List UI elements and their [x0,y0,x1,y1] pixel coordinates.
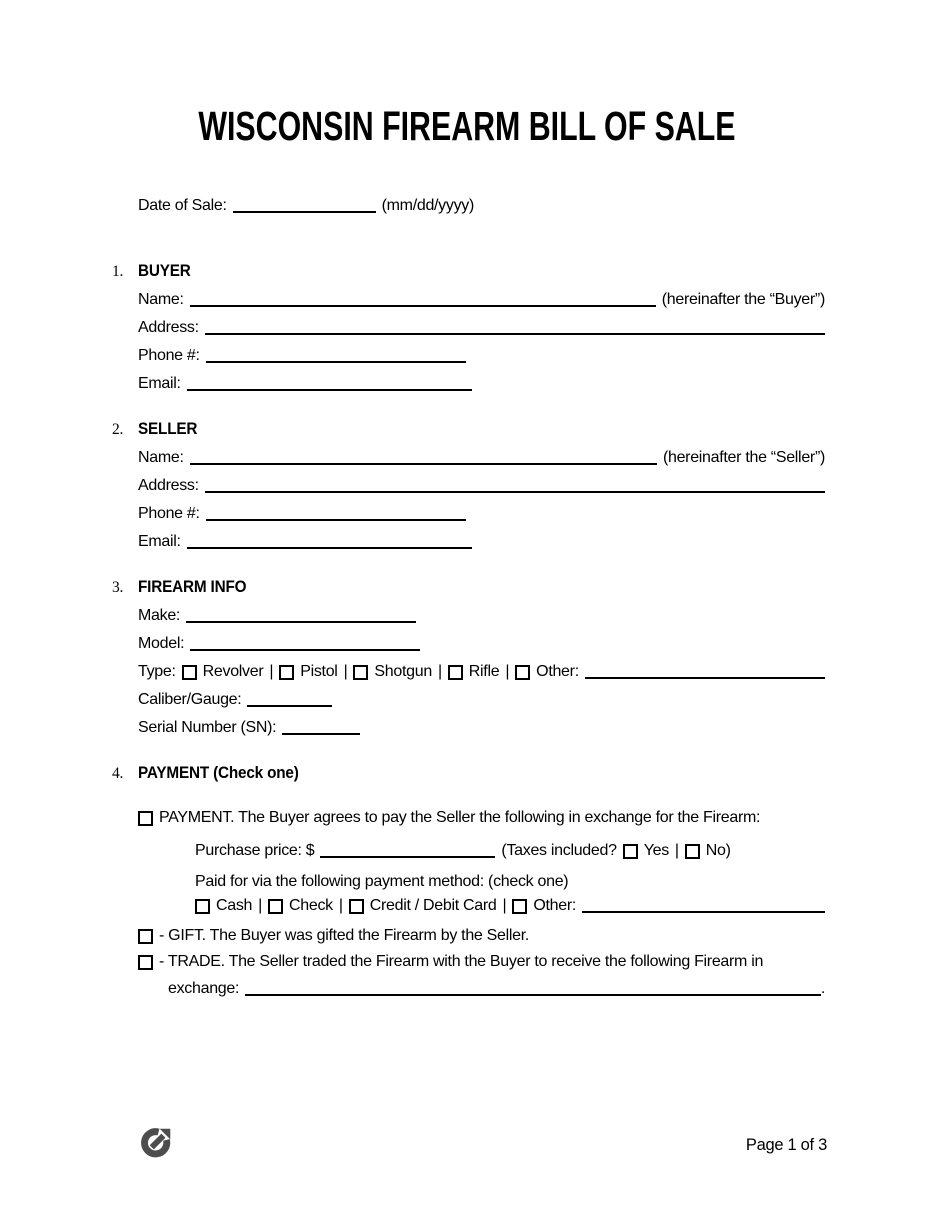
seller-name-suffix: (hereinafter the “Seller”) [662,449,825,466]
method-other-checkbox[interactable] [512,899,527,914]
date-of-sale-line[interactable] [233,211,376,213]
buyer-name-line[interactable] [190,305,656,307]
payment-method-options-row [195,897,825,915]
serial-line[interactable] [282,733,360,735]
model-label: Model: [138,635,185,652]
taxes-yes-checkbox[interactable] [623,844,638,859]
section-title-payment: PAYMENT (Check one) [138,763,299,782]
revolver-option-label: Revolver [202,663,264,680]
method-other-label: Other: [533,897,577,914]
date-of-sale-label: Date of Sale: [138,197,227,214]
check-option-label: Check [289,897,333,914]
seller-email-label: Email: [138,533,181,550]
date-of-sale-row [138,197,825,215]
taxes-included-question: (Taxes included? [501,842,617,859]
buyer-address-row [138,319,825,337]
pipe-separator: | [505,663,510,680]
trade-period: . [820,980,825,997]
buyer-name-row [138,291,825,309]
firearm-serial-row [138,719,825,737]
gift-option-row [138,927,825,945]
revolver-checkbox[interactable] [182,665,197,680]
payment-method-intro-row [195,873,825,891]
caliber-line[interactable] [247,705,332,707]
cash-option-label: Cash [216,897,253,914]
taxes-yes-label: Yes [643,842,669,859]
model-line[interactable] [190,649,420,651]
section-number: 3. [112,579,124,596]
payment-option-checkbox[interactable] [138,811,153,826]
firearm-type-row [138,663,825,681]
firearm-caliber-row [138,691,825,709]
pistol-checkbox[interactable] [279,665,294,680]
buyer-name-label: Name: [138,291,184,308]
seller-address-line[interactable] [205,491,825,493]
trade-option-checkbox[interactable] [138,955,153,970]
shotgun-checkbox[interactable] [353,665,368,680]
method-other-line[interactable] [582,911,825,913]
section-title-buyer: BUYER [138,261,191,280]
payment-option-row [138,809,825,827]
buyer-phone-line[interactable] [206,361,466,363]
section-payment-heading [112,764,934,783]
eforms-logo-icon [138,1124,174,1165]
pipe-separator: | [437,663,442,680]
trade-option-row [138,953,825,971]
rifle-checkbox[interactable] [448,665,463,680]
pistol-option-label: Pistol [300,663,338,680]
gift-option-checkbox[interactable] [138,929,153,944]
purchase-price-row [195,842,825,860]
cash-checkbox[interactable] [195,899,210,914]
section-buyer-heading [112,262,934,281]
make-label: Make: [138,607,181,624]
seller-address-label: Address: [138,477,199,494]
gift-option-text: - GIFT. The Buyer was gifted the Firearm by the Seller. [159,927,530,944]
type-label: Type: [138,663,176,680]
type-other-line[interactable] [585,677,825,679]
buyer-address-label: Address: [138,319,199,336]
pipe-separator: | [258,897,263,914]
seller-address-row [138,477,825,495]
purchase-price-line[interactable] [320,856,495,858]
buyer-address-line[interactable] [205,333,825,335]
trade-exchange-row [168,980,825,998]
page-number-label: Page 1 of 3 [745,1135,827,1154]
type-other-label: Other: [536,663,579,680]
buyer-email-label: Email: [138,375,181,392]
shotgun-option-label: Shotgun [374,663,432,680]
page-title: WISCONSIN FIREARM BILL OF SALE [198,103,736,149]
section-firearm-heading [112,578,934,597]
page-footer [138,1124,827,1165]
seller-phone-line[interactable] [206,519,466,521]
payment-option-text: PAYMENT. The Buyer agrees to pay the Seller the following in exchange for the Firearm: [159,809,761,826]
purchase-price-label: Purchase price: $ [195,842,315,859]
section-number: 4. [112,765,124,782]
pipe-separator: | [338,897,343,914]
type-other-checkbox[interactable] [515,665,530,680]
check-checkbox[interactable] [268,899,283,914]
seller-name-line[interactable] [190,463,657,465]
taxes-no-checkbox[interactable] [685,844,700,859]
date-format-hint: (mm/dd/yyyy) [381,197,475,214]
section-title-seller: SELLER [138,419,198,438]
buyer-email-line[interactable] [187,389,472,391]
rifle-option-label: Rifle [468,663,500,680]
credit-debit-checkbox[interactable] [349,899,364,914]
pipe-separator: | [343,663,348,680]
buyer-name-suffix: (hereinafter the “Buyer”) [661,291,825,308]
seller-phone-row [138,505,825,523]
trade-exchange-label: exchange: [168,980,240,997]
firearm-model-row [138,635,825,653]
title-row [0,0,934,147]
section-title-firearm: FIREARM INFO [138,577,247,596]
buyer-phone-row [138,347,825,365]
taxes-no-label: No [705,842,726,859]
payment-method-intro: Paid for via the following payment method: (check one) [195,873,569,890]
buyer-phone-label: Phone #: [138,347,200,364]
make-line[interactable] [186,621,416,623]
pipe-separator: | [502,897,507,914]
seller-email-row [138,533,825,551]
buyer-email-row [138,375,825,393]
seller-name-label: Name: [138,449,184,466]
section-number: 1. [112,263,124,280]
seller-phone-label: Phone #: [138,505,200,522]
seller-name-row [138,449,825,467]
firearm-make-row [138,607,825,625]
taxes-close-paren: ) [725,842,731,859]
credit-debit-option-label: Credit / Debit Card [369,897,497,914]
serial-label: Serial Number (SN): [138,719,277,736]
trade-exchange-line[interactable] [245,994,821,996]
pipe-separator: | [674,842,679,859]
trade-option-text: - TRADE. The Seller traded the Firearm with the Buyer to receive the following Firearm in [159,953,764,970]
section-number: 2. [112,421,124,438]
caliber-label: Caliber/Gauge: [138,691,242,708]
pipe-separator: | [269,663,274,680]
section-seller-heading [112,420,934,439]
seller-email-line[interactable] [187,547,472,549]
